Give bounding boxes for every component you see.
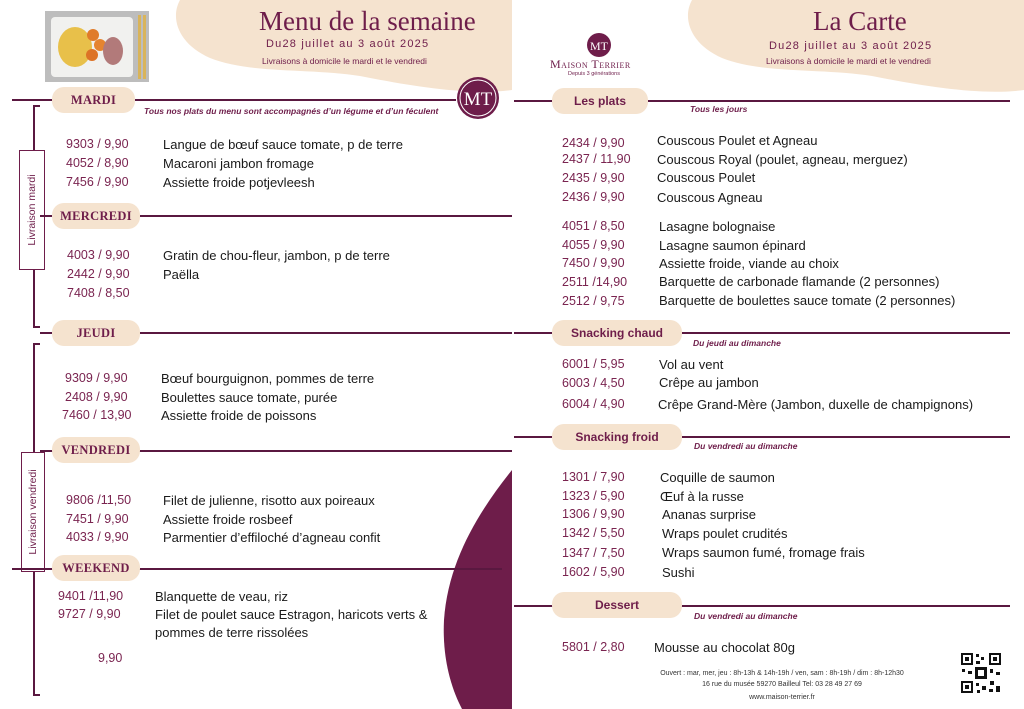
menu-item-name: Filet de poulet sauce Estragon, haricots verts &: [155, 607, 428, 622]
section-label-plats: Les plats: [552, 88, 648, 114]
carte-item-code: 1301 / 7,90: [562, 470, 625, 484]
menu-item-name: Boulettes sauce tomate, purée: [161, 390, 338, 405]
menu-item-code: 7460 / 13,90: [62, 408, 132, 422]
brand-name: Maison Terrier: [550, 57, 631, 71]
carte-item-name: Crêpe Grand-Mère (Jambon, duxelle de champignons): [658, 397, 974, 412]
svg-text:MT: MT: [590, 39, 608, 53]
menu-item-code: 4003 / 9,90: [67, 248, 130, 262]
day-label-mardi: MARDI: [52, 87, 135, 113]
carte-item-name: Couscous Royal (poulet, agneau, merguez): [657, 152, 908, 167]
carte-item-name: Lasagne saumon épinard: [659, 238, 806, 253]
section-note: Du vendredi au dimanche: [694, 611, 798, 621]
carte-item-code: 2435 / 9,90: [562, 171, 625, 185]
carte-item-code: 2512 / 9,75: [562, 294, 625, 308]
carte-item-code: 6004 / 4,90: [562, 397, 625, 411]
carte-item-code: 4051 / 8,50: [562, 219, 625, 233]
carte-item-name: Barquette de carbonade flamande (2 personnes): [659, 274, 940, 289]
brand-tagline: Depuis 3 générations: [568, 71, 620, 77]
menu-item-name: Gratin de chou-fleur, jambon, p de terre: [163, 248, 390, 263]
carte-item-name: Couscous Poulet: [657, 170, 756, 185]
side-label-mardi: Livraison mardi: [19, 150, 45, 270]
menu-item-code: 7451 / 9,90: [66, 512, 129, 526]
menu-item-name: Blanquette de veau, riz: [155, 589, 288, 604]
carte-item-code: 6003 / 4,50: [562, 376, 625, 390]
carte-item-name: Œuf à la russe: [660, 489, 744, 504]
menu-item-code: 9727 / 9,90: [58, 607, 121, 621]
carte-item-name: Assiette froide, viande au choix: [659, 256, 839, 271]
day-label-weekend: WEEKEND: [52, 555, 140, 581]
carte-item-code: 5801 / 2,80: [562, 640, 625, 654]
carte-item-name: Wraps poulet crudités: [662, 526, 788, 541]
carte-item-name: Lasagne bolognaise: [659, 219, 776, 234]
menu-item-name: Assiette froide rosbeef: [163, 512, 293, 527]
section-note: Du vendredi au dimanche: [694, 441, 798, 451]
carte-item-code: 7450 / 9,90: [562, 256, 625, 270]
section-label-dessert: Dessert: [552, 592, 682, 618]
carte-item-code: 2437 / 11,90: [562, 152, 631, 166]
carte-item-code: 1347 / 7,50: [562, 546, 625, 560]
carte-item-code: 1342 / 5,50: [562, 526, 625, 540]
menu-item-code: 9303 / 9,90: [66, 137, 129, 151]
qr-code-icon[interactable]: [960, 652, 1002, 694]
day-label-jeudi: JEUDI: [52, 320, 140, 346]
carte-item-code: 2436 / 9,90: [562, 190, 625, 204]
section-label-snacking-froid: Snacking froid: [552, 424, 682, 450]
menu-item-name: Bœuf bourguignon, pommes de terre: [161, 371, 375, 386]
carte-item-name: Sushi: [662, 565, 695, 580]
carte-item-code: 4055 / 9,90: [562, 238, 625, 252]
carte-dates: Du28 juillet au 3 août 2025: [769, 40, 933, 52]
menu-item-name: Langue de bœuf sauce tomate, p de terre: [163, 137, 403, 152]
menu-item-name: Paëlla: [163, 267, 200, 282]
mt-logo-icon: [456, 76, 500, 120]
footer-hours: Ouvert : mar, mer, jeu : 8h-13h & 14h-19h / ven, sam : 8h-19h / dim : 8h-12h30: [660, 670, 904, 677]
svg-text:MT: MT: [463, 89, 493, 110]
menu-item-code: 9806 /11,50: [66, 493, 132, 507]
menu-side-note: Tous nos plats du menu sont accompagnés d’un légume et d’un féculent: [144, 106, 439, 116]
carte-delivery-note: Livraisons à domicile le mardi et le vendredi: [766, 56, 931, 66]
menu-dates: Du28 juillet au 3 août 2025: [266, 38, 430, 50]
menu-item-code: 2442 / 9,90: [67, 267, 130, 281]
day-label-mercredi: MERCREDI: [52, 203, 140, 229]
carte-item-code: 6001 / 5,95: [562, 357, 625, 371]
menu-item-code: 4033 / 9,90: [66, 530, 129, 544]
menu-item-name: pommes de terre rissolées: [155, 625, 309, 640]
menu-item-code: 7408 / 8,50: [67, 286, 130, 300]
carte-item-name: Mousse au chocolat 80g: [654, 640, 795, 655]
dish-photo: [45, 11, 149, 82]
carte-item-code: 2511 /14,90: [562, 275, 628, 289]
carte-item-code: 2434 / 9,90: [562, 136, 625, 150]
menu-item-code: 9401 /11,90: [58, 589, 124, 603]
carte-item-code: 1602 / 5,90: [562, 565, 625, 579]
menu-item-name: Parmentier d’effiloché d’agneau confit: [163, 530, 381, 545]
carte-item-name: Couscous Agneau: [657, 190, 763, 205]
section-note: Du jeudi au dimanche: [693, 338, 781, 348]
carte-item-code: 1323 / 5,90: [562, 489, 625, 503]
carte-item-name: Ananas surprise: [662, 507, 756, 522]
side-label-vendredi: Livraison vendredi: [21, 452, 45, 572]
carte-item-name: Coquille de saumon: [660, 470, 775, 485]
carte-item-name: Barquette de boulettes sauce tomate (2 personnes): [659, 293, 956, 308]
maison-terrier-logo-icon: [586, 32, 612, 58]
menu-item-code: 4052 / 8,90: [66, 156, 129, 170]
carte-item-name: Vol au vent: [659, 357, 724, 372]
carte-item-code: 1306 / 9,90: [562, 507, 625, 521]
carte-item-name: Wraps saumon fumé, fromage frais: [662, 545, 865, 560]
carte-title: La Carte: [813, 6, 907, 36]
menu-item-code: 2408 / 9,90: [65, 390, 128, 404]
day-label-vendredi: VENDREDI: [52, 437, 140, 463]
carte-item-name: Crêpe au jambon: [659, 375, 759, 390]
footer-address: 16 rue du musée 59270 Bailleul Tel: 03 28 49 27 69: [702, 681, 862, 688]
footer-website[interactable]: www.maison-terrier.fr: [749, 694, 815, 701]
section-label-snacking-chaud: Snacking chaud: [552, 320, 682, 346]
plum-blob: [440, 470, 512, 709]
section-note: Tous les jours: [690, 104, 748, 114]
menu-item-name: Macaroni jambon fromage: [163, 156, 315, 171]
menu-item-name: Assiette froide potjevleesh: [163, 175, 315, 190]
menu-delivery-note: Livraisons à domicile le mardi et le vendredi: [262, 56, 427, 66]
menu-item-name: Filet de julienne, risotto aux poireaux: [163, 493, 375, 508]
menu-item-code: 9,90: [98, 651, 123, 665]
menu-item-code: 9309 / 9,90: [65, 371, 128, 385]
carte-item-name: Couscous Poulet et Agneau: [657, 133, 818, 148]
carte-page: [512, 0, 1024, 709]
menu-item-code: 7456 / 9,90: [66, 175, 129, 189]
menu-title: Menu de la semaine: [259, 6, 476, 36]
menu-item-name: Assiette froide de poissons: [161, 408, 317, 423]
